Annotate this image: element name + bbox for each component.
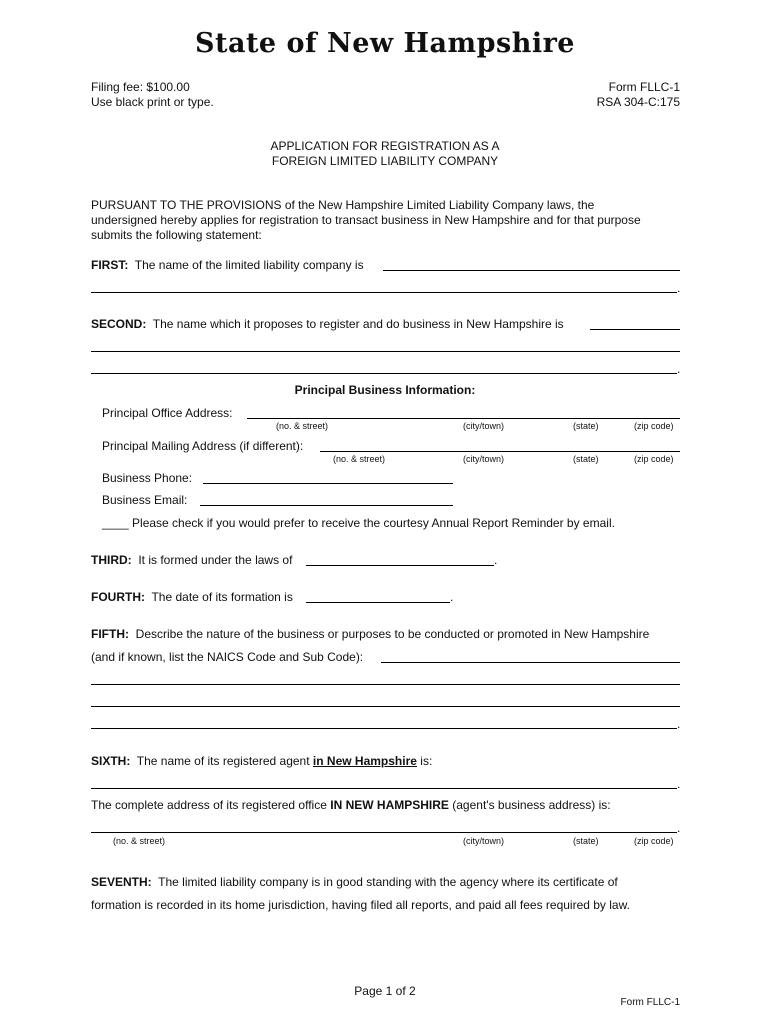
filing-fee: Filing fee: $100.00 <box>91 80 190 94</box>
business-nature-field-2[interactable] <box>91 684 680 685</box>
rsa-reference: RSA 304-C:175 <box>596 95 680 109</box>
office-sub-street: (no. & street) <box>276 421 329 431</box>
seventh-line-2: formation is recorded in its home jurisdiction, having filed all reports, and paid all fees required by law. <box>91 898 630 912</box>
second-section <box>91 317 564 331</box>
company-name-field-2[interactable] <box>91 292 677 293</box>
intro-line-1: PURSUANT TO THE PROVISIONS of the New Hampshire Limited Liability Company laws, the <box>91 198 595 212</box>
black-print-note: Use black print or type. <box>91 95 214 109</box>
principal-mailing-label: Principal Mailing Address (if different): <box>102 439 304 453</box>
principal-office-label: Principal Office Address: <box>102 406 233 420</box>
principal-mailing-field[interactable] <box>320 451 680 452</box>
office-sub-zip: (zip code) <box>634 421 674 431</box>
nh-name-field-3[interactable] <box>91 373 677 374</box>
fifth-label: FIFTH: <box>91 627 129 641</box>
seventh-line-1: The limited liability company is in good standing with the agency where its certificate of <box>158 875 618 889</box>
sixth-text-c: is: <box>420 754 433 768</box>
second-text: The name which it proposes to register and do business in New Hampshire is <box>152 317 564 331</box>
business-nature-field-4[interactable] <box>91 728 677 729</box>
fourth-label: FOURTH: <box>91 590 145 604</box>
registered-office-text-c: (agent's business address) is: <box>452 798 611 812</box>
first-section <box>91 258 364 272</box>
sixth-section <box>91 754 432 768</box>
company-name-field[interactable] <box>383 270 680 271</box>
third-label: THIRD: <box>91 553 132 567</box>
heading-line-2: FOREIGN LIMITED LIABILITY COMPANY <box>271 154 499 168</box>
reminder-checkbox-line[interactable]: ____ Please check if you would prefer to receive the courtesy Annual Report Reminder by email. <box>102 516 615 530</box>
business-nature-field[interactable] <box>381 662 680 663</box>
business-phone-label: Business Phone: <box>102 471 193 485</box>
office-sub-city: (city/town) <box>463 421 505 431</box>
sixth-text-a: The name of its registered agent <box>136 754 310 768</box>
nh-name-field[interactable] <box>590 329 680 330</box>
registered-agent-field[interactable] <box>91 788 677 789</box>
fourth-text: The date of its formation is <box>151 590 293 604</box>
registered-office-line <box>91 798 611 812</box>
fifth-section <box>91 627 649 641</box>
form-id: Form FLLC-1 <box>608 80 680 94</box>
fourth-section <box>91 590 293 604</box>
mailing-sub-street: (no. & street) <box>333 454 386 464</box>
first-label: FIRST: <box>91 258 129 272</box>
formation-date-field[interactable] <box>306 602 450 603</box>
agent-sub-state: (state) <box>573 836 599 846</box>
formed-laws-field[interactable] <box>306 565 494 566</box>
seventh-label: SEVENTH: <box>91 875 152 889</box>
third-text: It is formed under the laws of <box>138 553 293 567</box>
nh-name-field-2[interactable] <box>91 351 680 352</box>
mailing-sub-state: (state) <box>573 454 599 464</box>
mailing-sub-zip: (zip code) <box>634 454 674 464</box>
fifth-text: Describe the nature of the business or purposes to be conducted or promoted in New Hampshire <box>135 627 650 641</box>
business-phone-field[interactable] <box>203 483 453 484</box>
intro-line-3: submits the following statement: <box>91 228 262 242</box>
sixth-text-nh: in New Hampshire <box>312 754 417 768</box>
registered-office-text-nh: IN NEW HAMPSHIRE <box>330 798 449 812</box>
principal-heading: Principal Business Information: <box>294 383 476 397</box>
agent-sub-city: (city/town) <box>463 836 505 846</box>
page-title: State of New Hampshire <box>195 28 575 59</box>
second-label: SECOND: <box>91 317 147 331</box>
first-text: The name of the limited liability company is <box>134 258 364 272</box>
sixth-label: SIXTH: <box>91 754 131 768</box>
mailing-sub-city: (city/town) <box>463 454 505 464</box>
seventh-section <box>91 875 618 889</box>
fifth-line-2: (and if known, list the NAICS Code and Sub Code): <box>91 650 364 664</box>
agent-sub-street: (no. & street) <box>113 836 166 846</box>
business-email-label: Business Email: <box>102 493 188 507</box>
third-section <box>91 553 292 567</box>
intro-line-2: undersigned hereby applies for registration to transact business in New Hampshire and for that purpose <box>91 213 641 227</box>
footer-form-id: Form FLLC-1 <box>620 997 680 1008</box>
heading-line-1: APPLICATION FOR REGISTRATION AS A <box>270 139 500 153</box>
registered-office-text-a: The complete address of its registered office <box>91 798 327 812</box>
principal-office-field[interactable] <box>247 418 680 419</box>
page-number: Page 1 of 2 <box>354 984 416 998</box>
registered-office-field[interactable] <box>91 832 677 833</box>
business-nature-field-3[interactable] <box>91 706 680 707</box>
agent-sub-zip: (zip code) <box>634 836 674 846</box>
business-email-field[interactable] <box>200 505 453 506</box>
office-sub-state: (state) <box>573 421 599 431</box>
